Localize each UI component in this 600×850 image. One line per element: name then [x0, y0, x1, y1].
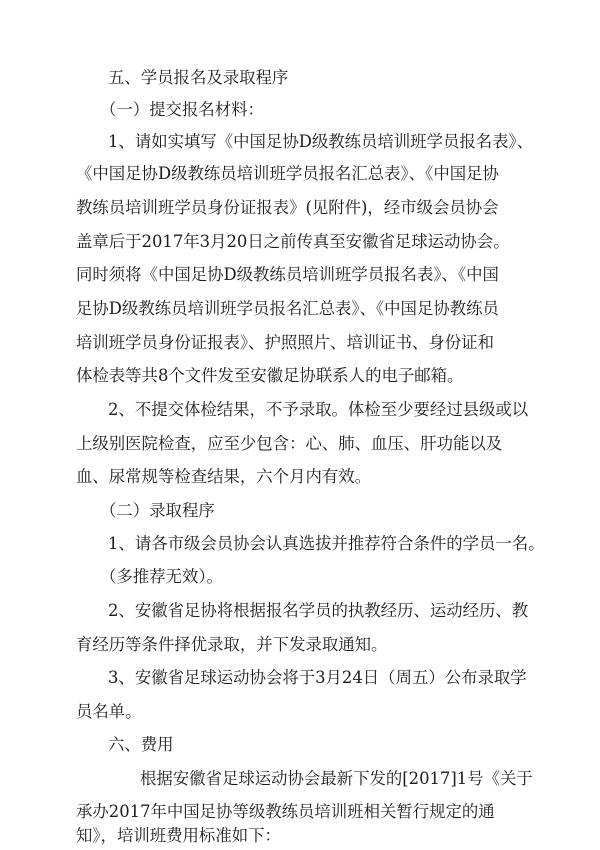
paragraph-line: 2、不提交体检结果，不予录取。体检至少要经过县级或以: [108, 400, 529, 419]
paragraph-line: 承办2017年中国足协等级教练员培训班相关暂行规定的通: [76, 802, 495, 821]
paragraph-line: 1、请各市级会员协会认真选拔并推荐符合条件的学员一名。: [108, 534, 545, 553]
paragraph-line: 足协D级教练员培训班学员报名汇总表》、《中国足协教练员: [76, 299, 499, 318]
paragraph-line: 知》，培训班费用标准如下：: [76, 826, 281, 845]
paragraph-line: 根据安徽省足球运动协会最新下发的[2017]1号《关于: [140, 769, 533, 788]
paragraph-line: 育经历等条件择优录取，并下发录取通知。: [76, 635, 388, 654]
paragraph-line: 盖章后于2017年3月20日之前传真至安徽省足球运动协会。: [76, 232, 510, 251]
section-heading-fees: 六、费用: [108, 735, 174, 754]
paragraph-line: 同时须将《中国足协D级教练员培训班学员报名表》、《中国: [76, 265, 499, 284]
paragraph-line: 教练员培训班学员身份证报表》(见附件)，经市级会员协会: [76, 198, 499, 217]
paragraph-line: 1、请如实填写《中国足协D级教练员培训班学员报名表》、: [108, 132, 534, 151]
section-heading-registration: 五、学员报名及录取程序: [108, 68, 289, 87]
paragraph-line: （多推荐无效）。: [100, 567, 223, 586]
paragraph-line: 2、安徽省足协将根据报名学员的执教经历、运动经历、教: [108, 601, 529, 620]
paragraph-line: 血、尿常规等检查结果，六个月内有效。: [76, 467, 372, 486]
paragraph-line: 员名单。: [76, 702, 142, 721]
subsection-heading-submit: （一）提交报名材料：: [100, 100, 264, 119]
paragraph-line: 体检表等共8个文件发至安徽足协联系人的电子邮箱。: [76, 366, 464, 385]
paragraph-line: 培训班学员身份证报表》、护照照片、培训证书、身份证和: [76, 333, 494, 352]
paragraph-line: 3、安徽省足球运动协会将于3月24日（周五）公布录取学: [108, 668, 527, 687]
paragraph-line: 《中国足协D级教练员培训班学员报名汇总表》、《中国足协: [76, 164, 499, 183]
paragraph-line: 上级别医院检查，应至少包含：心、肺、血压、肝功能以及: [76, 434, 503, 453]
subsection-heading-admission: （二）录取程序: [100, 501, 215, 520]
